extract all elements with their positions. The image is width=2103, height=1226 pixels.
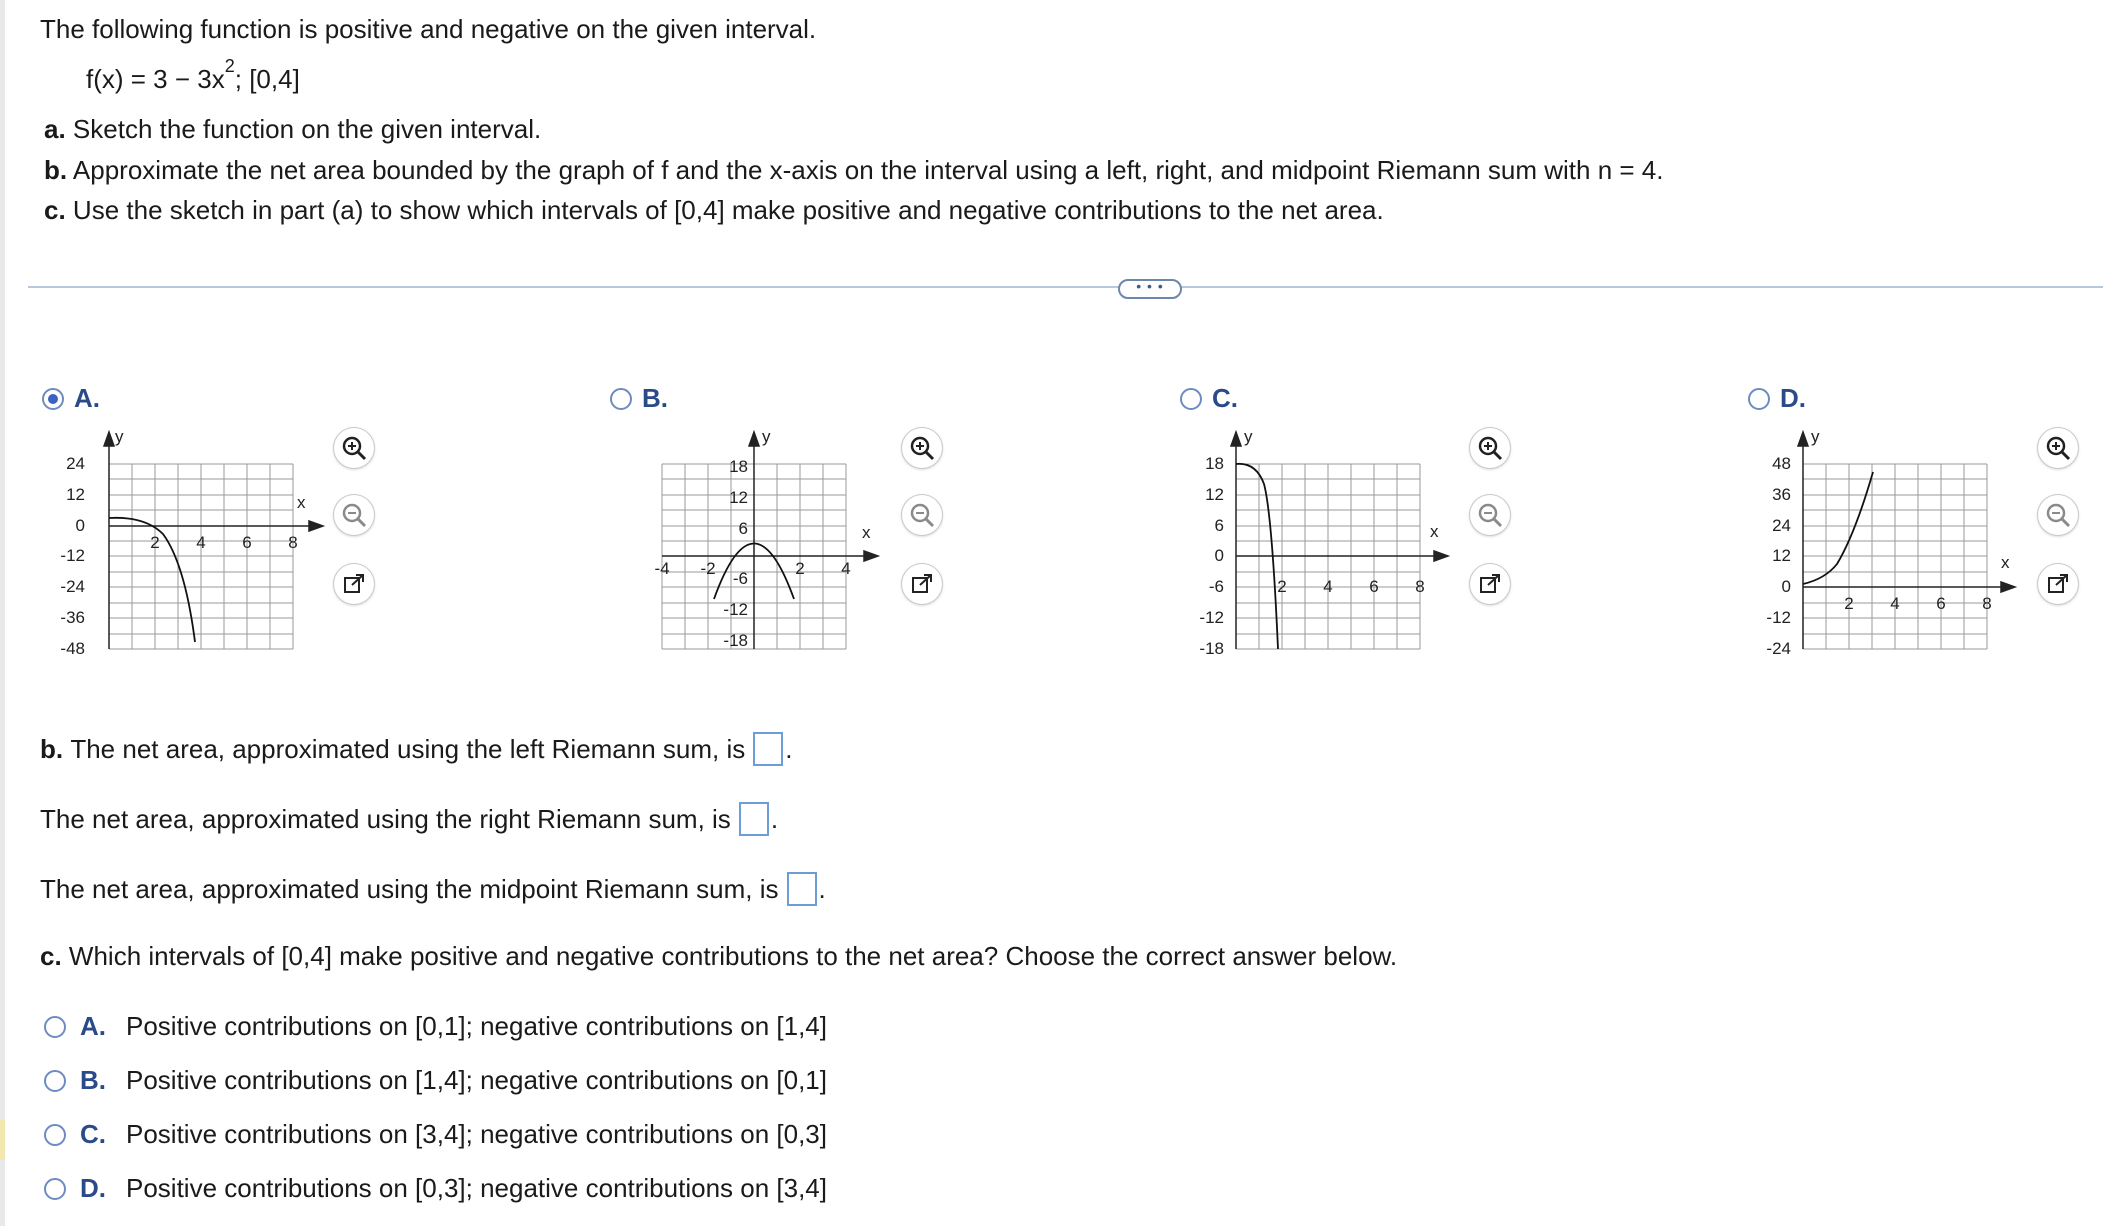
y-tick: -12 (1199, 608, 1224, 627)
zoom-in-icon[interactable] (1470, 428, 1510, 468)
y-tick: -48 (60, 639, 85, 658)
x-tick: 4 (841, 559, 851, 578)
radio-c-b[interactable] (44, 1070, 66, 1092)
x-tick: 8 (1982, 594, 1992, 613)
x-axis-label: x (297, 493, 306, 512)
choice-text: Positive contributions on [0,3]; negative contributions on [3,4] (126, 1173, 827, 1203)
midpoint-sum-answer-box[interactable] (787, 872, 817, 906)
x-tick: 6 (1369, 577, 1379, 596)
x-tick: 6 (242, 533, 252, 552)
x-tick: 8 (288, 533, 298, 552)
question-intro: The following function is positive and negative on the given interval. (40, 14, 817, 44)
period: . (785, 733, 793, 764)
section-divider (28, 286, 2103, 288)
zoom-out-icon[interactable] (1470, 495, 1510, 535)
midpoint-sum-text: The net area, approximated using the midpoint Riemann sum, is (40, 873, 779, 904)
choice-label: B. (80, 1065, 106, 1095)
y-tick: -36 (60, 608, 85, 627)
part-c-choice-c[interactable] (44, 1119, 827, 1150)
zoom-out-icon[interactable] (902, 495, 942, 535)
y-tick: 6 (1214, 516, 1224, 535)
choice-text: Positive contributions on [3,4]; negative contributions on [0,3] (126, 1119, 827, 1149)
y-tick: 12 (66, 485, 85, 504)
graph-a (45, 424, 345, 669)
radio-c-d[interactable] (44, 1178, 66, 1200)
y-tick: 12 (1772, 546, 1791, 565)
part-c-choice-d[interactable] (44, 1173, 827, 1204)
function-definition: $f(x) = 3 - 3x^2$; [0,4] (86, 56, 300, 94)
x-axis-label: x (1430, 522, 1439, 541)
part-a-text: a. Sketch the function on the given interval. (44, 114, 542, 144)
y-tick: 0 (1214, 546, 1224, 565)
graph-option-d[interactable] (1748, 383, 1806, 414)
y-tick: -18 (723, 631, 748, 650)
left-rail-marker (0, 1120, 5, 1160)
y-tick: 36 (1772, 485, 1791, 504)
left-sum-text: The net area, approximated using the left Riemann sum, is (70, 733, 746, 764)
function-curve (1803, 472, 1873, 584)
y-tick: -6 (732, 569, 748, 588)
radio-a[interactable] (42, 388, 64, 410)
graph-c (1198, 424, 1498, 669)
x-tick: -4 (654, 559, 670, 578)
left-sum-answer-box[interactable] (753, 732, 783, 766)
graph-option-b[interactable] (610, 383, 668, 414)
radio-d[interactable] (1748, 388, 1770, 410)
radio-b[interactable] (610, 388, 632, 410)
x-tick: -2 (700, 559, 716, 578)
radio-c[interactable] (1180, 388, 1202, 410)
y-tick: -12 (1766, 608, 1791, 627)
y-tick: 0 (75, 516, 85, 535)
part-c-choice-b[interactable] (44, 1065, 827, 1096)
left-scroll-rail (0, 0, 5, 1226)
graph-option-a[interactable] (42, 383, 100, 414)
part-c-question (40, 941, 1397, 972)
open-in-new-window-icon[interactable] (334, 564, 374, 604)
open-in-new-window-icon[interactable] (2038, 564, 2078, 604)
x-tick: 2 (795, 559, 805, 578)
y-tick: 24 (66, 454, 85, 473)
part-c-question-text: Which intervals of [0,4] make positive and negative contributions to the net area? Choose the correct answer below. (68, 941, 1398, 971)
choice-label: D. (80, 1173, 106, 1203)
y-tick: 48 (1772, 454, 1791, 473)
right-sum-line (40, 802, 778, 836)
graph-option-a-label: A. (74, 383, 100, 413)
graph-option-c-label: C. (1212, 383, 1238, 413)
y-tick: -6 (1208, 577, 1224, 596)
y-tick: 18 (729, 457, 748, 476)
part-c-text: c. Use the sketch in part (a) to show which intervals of [0,4] make positive and negative contributions to the net area. (44, 195, 1384, 225)
y-tick: -12 (723, 600, 748, 619)
choice-label: A. (80, 1011, 106, 1041)
graph-option-c[interactable] (1180, 383, 1238, 414)
x-axis-label: x (2001, 553, 2010, 572)
x-tick: 4 (1323, 577, 1333, 596)
y-tick: -12 (60, 546, 85, 565)
choice-text: Positive contributions on [1,4]; negative contributions on [0,1] (126, 1065, 827, 1095)
x-tick: 6 (1936, 594, 1946, 613)
y-tick: -24 (1766, 639, 1791, 658)
part-b-label: b. (40, 733, 64, 764)
graph-b (630, 424, 930, 669)
y-tick: 12 (1205, 485, 1224, 504)
zoom-out-icon[interactable] (334, 495, 374, 535)
x-tick: 8 (1415, 577, 1425, 596)
x-tick: 4 (1890, 594, 1900, 613)
midpoint-sum-line (40, 872, 826, 906)
choice-text: Positive contributions on [0,1]; negative contributions on [1,4] (126, 1011, 827, 1041)
y-tick: 18 (1205, 454, 1224, 473)
y-axis-label: y (762, 427, 771, 446)
y-axis-label: y (1811, 427, 1820, 446)
radio-c-c[interactable] (44, 1124, 66, 1146)
x-tick: 2 (1844, 594, 1854, 613)
choice-label: C. (80, 1119, 106, 1149)
left-sum-line (40, 732, 793, 766)
period: . (818, 873, 826, 904)
y-tick: 0 (1781, 577, 1791, 596)
part-b-text: b. Approximate the net area bounded by the graph of f and the x-axis on the interval using a left, right, and midpoint Riemann sum with n = 4. (44, 155, 1664, 185)
y-axis-label: y (115, 427, 124, 446)
open-in-new-window-icon[interactable] (1470, 564, 1510, 604)
y-tick: -18 (1199, 639, 1224, 658)
y-tick: 24 (1772, 516, 1791, 535)
zoom-in-icon[interactable] (334, 428, 374, 468)
radio-c-a[interactable] (44, 1016, 66, 1038)
zoom-out-icon[interactable] (2038, 495, 2078, 535)
y-tick: -24 (60, 577, 85, 596)
right-sum-text: The net area, approximated using the right Riemann sum, is (40, 803, 731, 834)
open-in-new-window-icon[interactable] (902, 564, 942, 604)
graph-d (1765, 424, 2065, 669)
y-tick: 6 (738, 519, 748, 538)
x-tick: 2 (150, 533, 160, 552)
graph-option-b-label: B. (642, 383, 668, 413)
y-tick: 12 (729, 488, 748, 507)
period: . (770, 803, 779, 834)
x-tick: 2 (1277, 577, 1287, 596)
x-axis-label: x (862, 523, 871, 542)
zoom-in-icon[interactable] (2038, 428, 2078, 468)
part-c-label: c. (40, 941, 62, 971)
zoom-in-icon[interactable] (902, 428, 942, 468)
graph-option-d-label: D. (1780, 383, 1806, 413)
right-sum-answer-box[interactable] (739, 802, 769, 836)
more-button[interactable]: • • • (1118, 279, 1182, 299)
y-axis-label: y (1244, 427, 1253, 446)
part-c-choice-a[interactable] (44, 1011, 827, 1042)
x-tick: 4 (196, 533, 206, 552)
